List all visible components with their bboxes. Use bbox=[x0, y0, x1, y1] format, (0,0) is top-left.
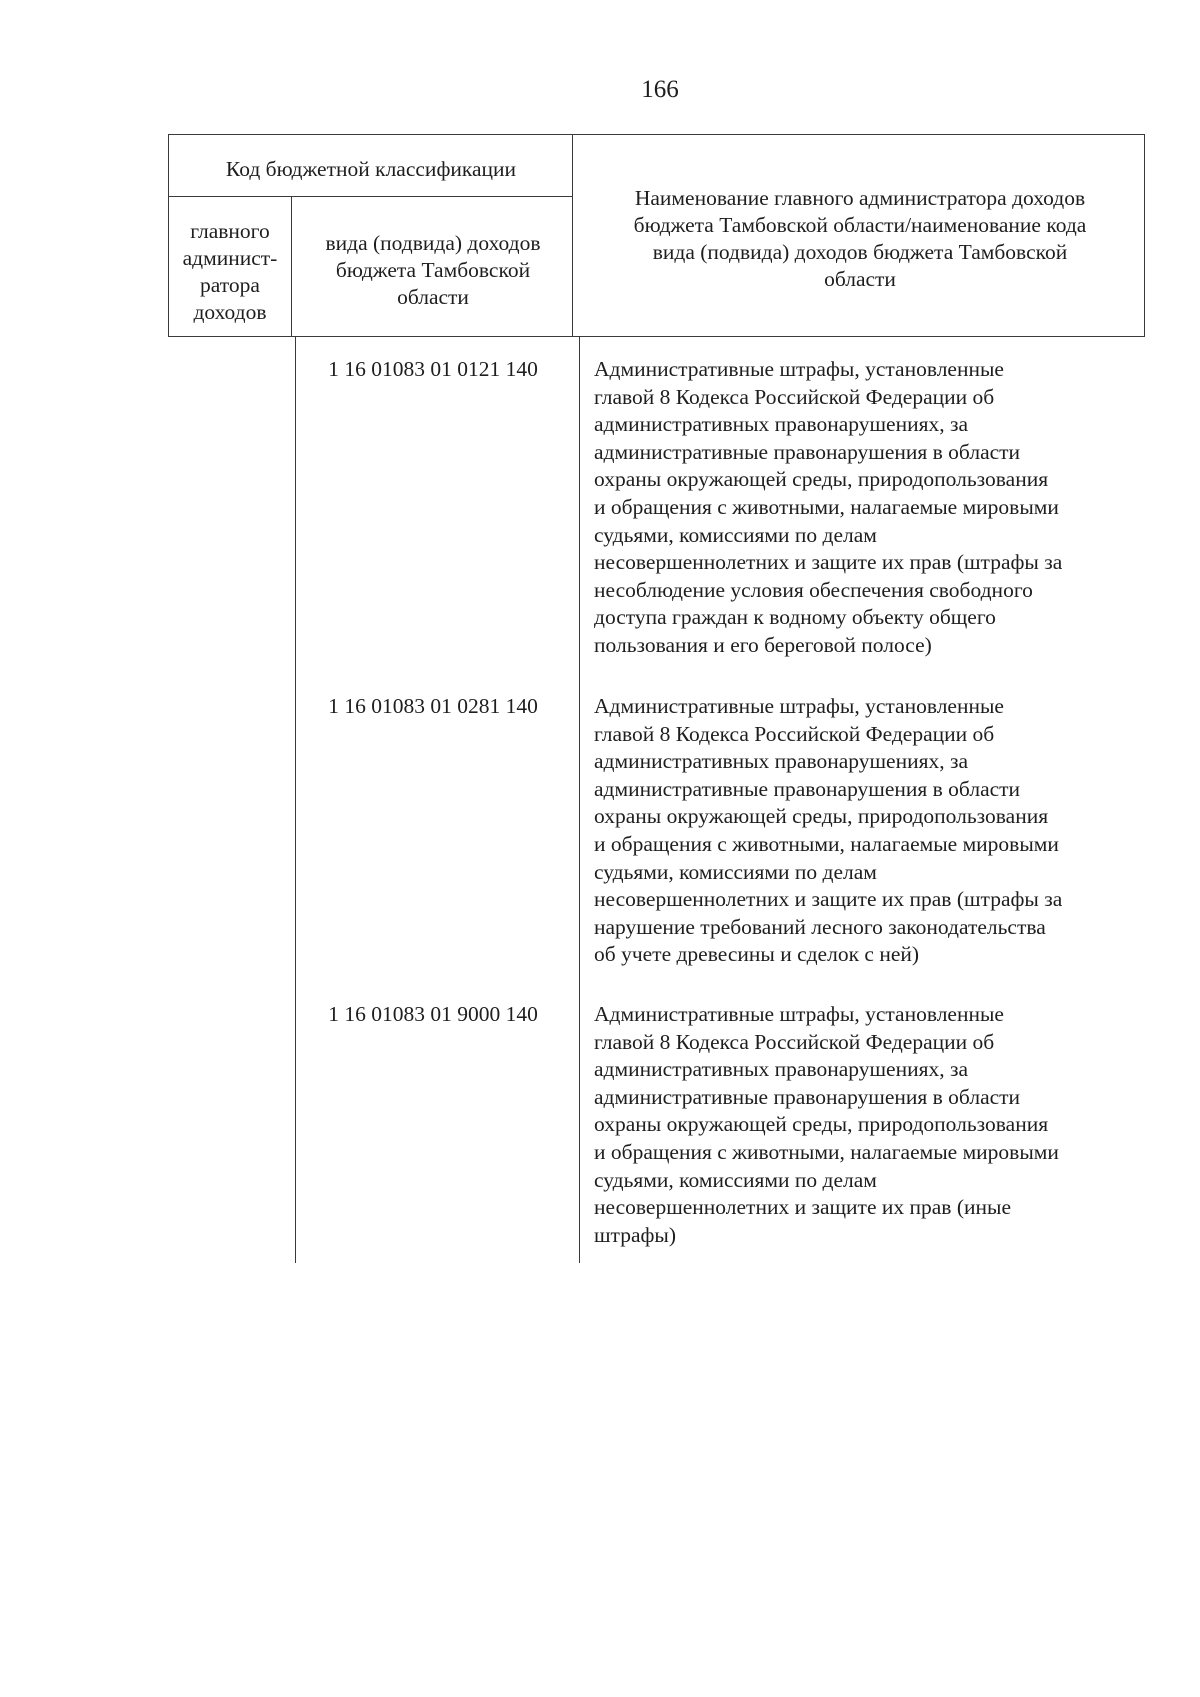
header-admin-line: доходов bbox=[193, 300, 267, 324]
table-right-border bbox=[1144, 134, 1145, 337]
row-description: Административные штрафы, установленные главой 8 Кодекса Российской Федерации об административных правонарушениях, за административные правонарушения в области охраны окружающей среды, природопользования и обращения с животными, налагаемые мировыми судьями, комиссиями по делам несовершеннолетних и защите их прав (штрафы за нарушение требований лесного законодательства об учете древесины и сделок с ней) bbox=[594, 694, 1063, 967]
header-kind-line: вида (подвида) доходов bbox=[325, 231, 541, 255]
row-code: 1 16 01083 01 0121 140 bbox=[328, 357, 538, 381]
header-name-line: Наименование главного администратора доходов bbox=[634, 186, 1086, 210]
header-name-line: области bbox=[824, 267, 896, 291]
table-top-border bbox=[168, 134, 1145, 135]
row-code: 1 16 01083 01 0281 140 bbox=[328, 694, 538, 718]
header-kind-column bbox=[295, 230, 571, 311]
kind-name-divider-body bbox=[579, 337, 580, 1263]
header-admin-line: главного bbox=[190, 219, 270, 243]
header-admin-line: админист- bbox=[182, 246, 278, 270]
header-kbk-group: Код бюджетной классификации bbox=[225, 157, 517, 181]
row-description: Административные штрафы, установленные главой 8 Кодекса Российской Федерации об административных правонарушениях, за административные правонарушения в области охраны окружающей среды, природопользования и обращения с животными, налагаемые мировыми судьями, комиссиями по делам несовершеннолетних и защите их прав (иные штрафы) bbox=[594, 1002, 1059, 1247]
header-admin-line: ратора bbox=[200, 273, 260, 297]
header-name-line: бюджета Тамбовской области/наименование кода bbox=[633, 213, 1087, 237]
kbk-group-divider bbox=[168, 196, 573, 197]
header-kind-line: области bbox=[397, 285, 469, 309]
header-name-column bbox=[576, 185, 1144, 293]
header-kind-line: бюджета Тамбовской bbox=[335, 258, 531, 282]
row-code: 1 16 01083 01 9000 140 bbox=[328, 1002, 538, 1026]
header-admin-column bbox=[168, 218, 292, 326]
header-name-line: вида (подвида) доходов бюджета Тамбовской bbox=[652, 240, 1068, 264]
admin-kind-divider-body bbox=[295, 337, 296, 1263]
page-number: 166 bbox=[641, 76, 679, 103]
header-bottom-border bbox=[168, 336, 1145, 337]
row-description: Административные штрафы, установленные главой 8 Кодекса Российской Федерации об административных правонарушениях, за административные правонарушения в области охраны окружающей среды, природопользования и обращения с животными, налагаемые мировыми судьями, комиссиями по делам несовершеннолетних и защите их прав (штрафы за несоблюдение условия обеспечения свободного доступа граждан к водному объекту общего пользования и его береговой полосе) bbox=[594, 357, 1063, 657]
